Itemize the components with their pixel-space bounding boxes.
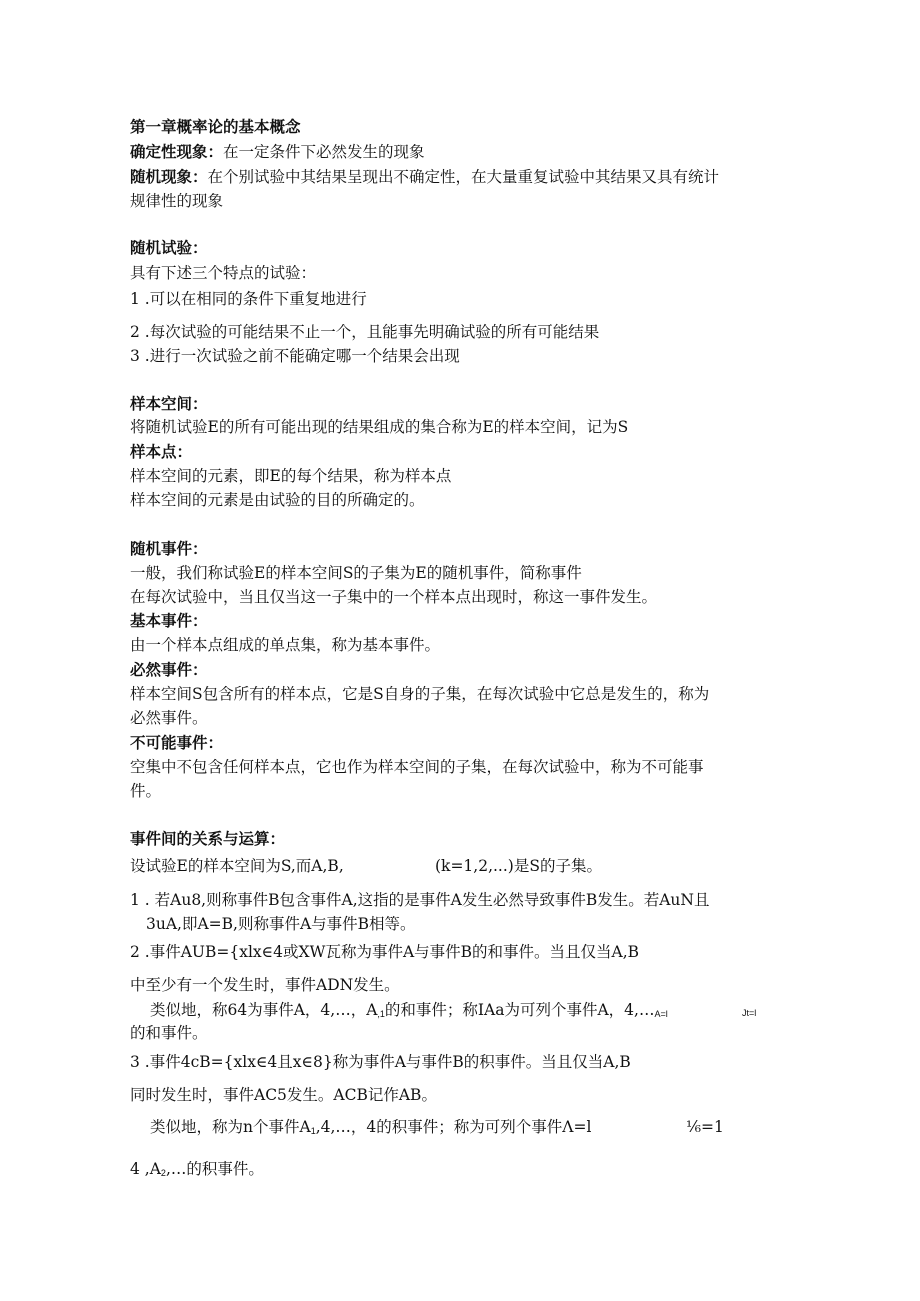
relation-item-4 [130,1158,264,1184]
random-trial-item-1: 1 .可以在相同的条件下重复地进行 [130,290,367,308]
item4-subscript: 2 [160,1168,166,1178]
relations-intro-b: (k=1,2,...)是S的子集。 [435,857,602,875]
deterministic-term: 确定性现象： [130,143,224,161]
random-trial-item-3: 3 .进行一次试验之前不能确定哪一个结果会出现 [130,347,460,365]
relation-item-2-line-1: 2 .事件AUB={xlx∈4或XW瓦称为事件A与事件B的和事件。当且仅当A,B [130,943,640,961]
chapter-title: 第一章概率论的基本概念 [130,118,301,136]
random-event-line-1: 一般，我们称试验E的样本空间S的子集为E的随机事件，简称事件 [130,564,582,582]
item3-similar-subscript: 1 [310,1126,316,1136]
relation-item-3-line-1: 3 .事件4cB={xlx∈4且x∈8}称为事件A与事件B的积事件。当且仅当A,B [130,1053,631,1071]
relations-intro-a: 设试验E的样本空间为S,而A,B, [130,857,344,875]
sample-space-definition: 将随机试验E的所有可能出现的结果组成的集合称为E的样本空间，记为S [130,418,629,436]
random-event-line-2: 在每次试验中，当且仅当这一子集中的一个样本点出现时，称这一事件发生。 [130,588,658,606]
item2-similar-b: 的和事件；称IAa为可列个事件A，4,… [384,1001,655,1019]
deterministic-text: 在一定条件下必然发生的现象 [223,143,425,161]
item2-similar-a: 类似地，称64为事件A，4,…，A [150,1001,378,1019]
sample-point-heading: 样本点： [130,443,193,461]
sample-space-heading: 样本空间： [130,395,208,413]
deterministic-definition [130,141,425,163]
basic-event-definition: 由一个样本点组成的单点集，称为基本事件。 [130,636,441,654]
random-trial-heading: 随机试验： [130,239,208,257]
sample-point-line-2: 样本空间的元素是由试验的目的所确定的。 [130,491,425,509]
item3-similar-a: 类似地，称为n个事件A [150,1118,311,1136]
relation-item-2-similar-line-2: 的和事件。 [130,1024,208,1042]
certain-event-heading: 必然事件： [130,661,208,679]
random-trial-intro: 具有下述三个特点的试验： [130,264,317,282]
item4-b: ,…的积事件。 [165,1160,264,1178]
impossible-event-heading: 不可能事件： [130,734,224,752]
random-trial-item-2: 2 .每次试验的可能结果不止一个，且能事先明确试验的所有可能结果 [130,323,600,341]
random-phenomenon-text: 在个别试验中其结果呈现出不确定性，在大量重复试验中其结果又具有统计 [207,168,720,186]
item2-similar-c: Jt=l [742,1008,757,1018]
item4-a: 4 ,A [130,1160,161,1178]
impossible-event-line-1: 空集中不包含任何样本点，它也作为样本空间的子集，在每次试验中，称为不可能事 [130,758,704,776]
certain-event-line-1: 样本空间S包含所有的样本点，它是S自身的子集，在每次试验中它总是发生的，称为 [130,685,710,703]
relation-item-2-similar [150,999,668,1025]
random-phenomenon-text-cont: 规律性的现象 [130,192,224,210]
relation-item-3-similar [150,1116,591,1142]
impossible-event-line-2: 件。 [130,782,162,800]
random-phenomenon-definition [130,166,719,188]
relation-item-3-line-2: 同时发生时，事件AC5发生。ACB记作AB。 [130,1086,437,1104]
certain-event-line-2: 必然事件。 [130,709,208,727]
sample-point-line-1: 样本空间的元素，即E的每个结果，称为样本点 [130,467,452,485]
relation-item-1-line-2: 3uA,即A=B,则称事件A与事件B相等。 [146,915,416,933]
basic-event-heading: 基本事件： [130,612,208,630]
item3-similar-b: ,4,…，4的积事件；称为可列个事件Λ=l [315,1118,592,1136]
item2-similar-subscript-2: A=l [654,1009,668,1019]
item2-similar-subscript-1: ,1 [377,1009,385,1019]
relation-item-1-line-1: 1 . 若Au8,则称事件B包含事件A,这指的是事件A发生必然导致事件B发生。若AuN且 [130,891,710,909]
random-event-heading: 随机事件： [130,540,208,558]
random-phenomenon-term: 随机现象： [130,168,208,186]
item3-similar-c: ⅙=1 [686,1118,724,1136]
relations-heading: 事件间的关系与运算： [130,830,286,848]
relation-item-2-line-2: 中至少有一个发生时，事件ADN发生。 [130,976,400,994]
